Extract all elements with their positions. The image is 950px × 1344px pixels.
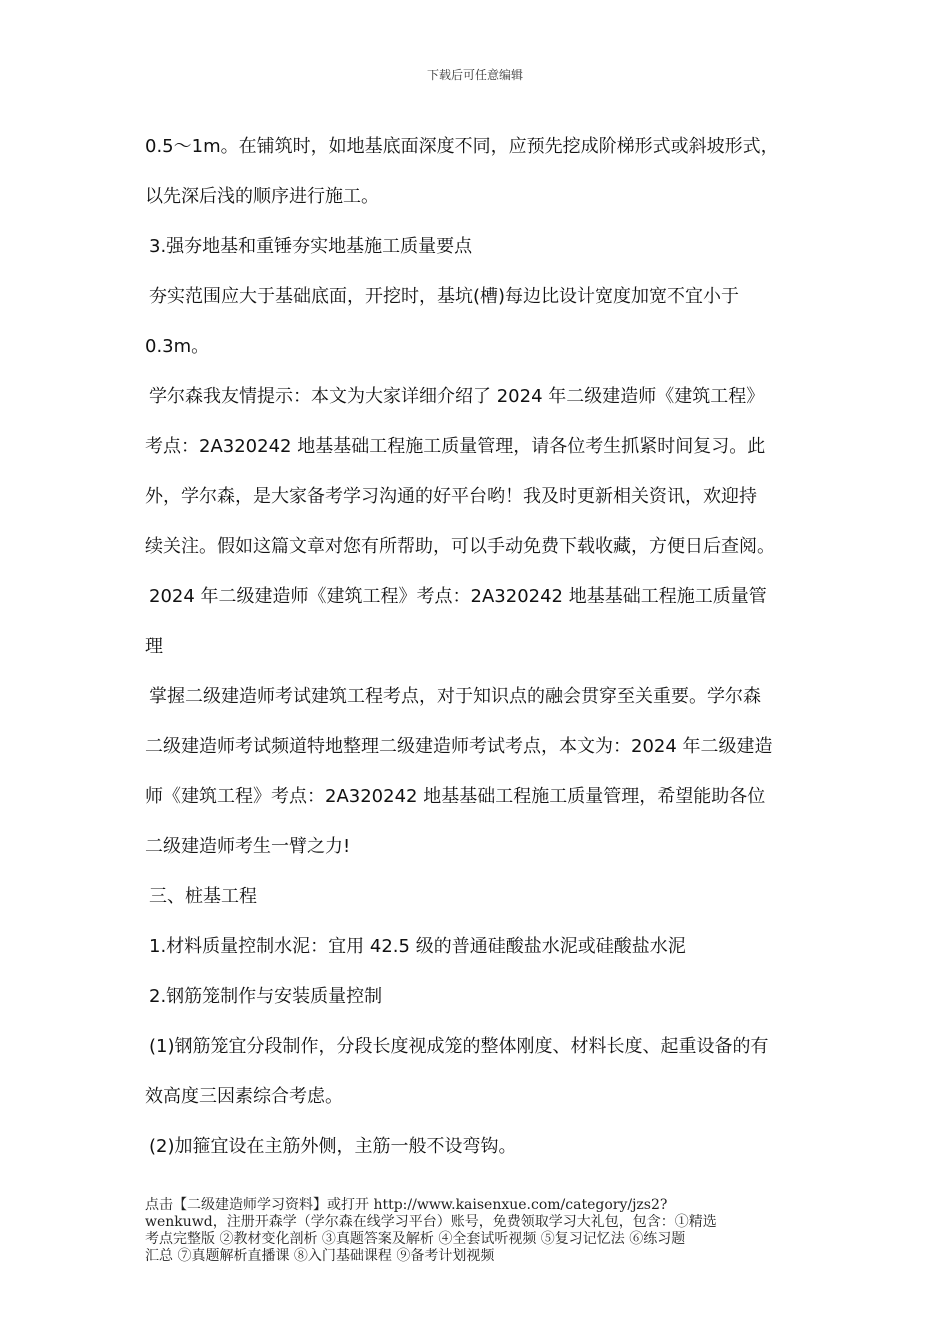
footer-line: 汇总 ⑦真题解析直播课 ⑧入门基础课程 ⑨备考计划视频 [145,1248,495,1264]
body-line: 以先深后浅的顺序进行施工。 [145,186,379,207]
body-line: 0.5～1m。在铺筑时，如地基底面深度不同，应预先挖成阶梯形式或斜坡形式， [145,136,779,157]
body-line: 理 [145,636,163,657]
footer-line: 点击【二级建造师学习资料】或打开 http://www.kaisenxue.com/category/jzs2? [145,1197,668,1213]
section-heading: 3.强夯地基和重锤夯实地基施工质量要点 [149,236,473,257]
body-line: 效高度三因素综合考虑。 [145,1086,343,1107]
body-line: 学尔森我友情提示：本文为大家详细介绍了 2024 年二级建造师《建筑工程》 [149,386,765,407]
section-heading: 2.钢筋笼制作与安装质量控制 [149,986,383,1007]
body-line: 外，学尔森，是大家备考学习沟通的好平台哟！我及时更新相关资讯，欢迎持 [145,486,757,507]
page-footer [145,1197,815,1265]
body-line: (2)加箍宜设在主筋外侧，主筋一般不设弯钩。 [149,1136,517,1157]
body-line: 2024 年二级建造师《建筑工程》考点：2A320242 地基基础工程施工质量管 [149,586,767,607]
body-line: 考点：2A320242 地基基础工程施工质量管理，请各位考生抓紧时间复习。此 [145,436,766,457]
body-line: 1.材料质量控制水泥：宜用 42.5 级的普通硅酸盐水泥或硅酸盐水泥 [149,936,686,957]
body-line: 0.3m。 [145,336,210,357]
body-line: 续关注。假如这篇文章对您有所帮助，可以手动免费下载收藏，方便日后查阅。 [145,536,775,557]
footer-line: wenkuwd，注册开森学（学尔森在线学习平台）账号，免费领取学习大礼包，包含：①精选 [145,1214,717,1230]
body-line: 夯实范围应大于基础底面，开挖时，基坑(槽)每边比设计宽度加宽不宜小于 [149,286,740,307]
page-header: 下载后可任意编辑 [426,68,523,82]
body-line: 师《建筑工程》考点：2A320242 地基基础工程施工质量管理，希望能助各位 [145,786,766,807]
body-line: 二级建造师考试频道特地整理二级建造师考试考点，本文为：2024 年二级建造 [145,736,773,757]
body-line: (1)钢筋笼宜分段制作，分段长度视成笼的整体刚度、材料长度、起重设备的有 [149,1036,769,1057]
body-line: 掌握二级建造师考试建筑工程考点，对于知识点的融会贯穿至关重要。学尔森 [149,686,761,707]
footer-line: 考点完整版 ②教材变化剖析 ③真题答案及解析 ④全套试听视频 ⑤复习记忆法 ⑥练习题 [145,1231,686,1247]
section-heading: 三、桩基工程 [149,886,257,907]
body-line: 二级建造师考生一臂之力! [145,836,351,857]
document-body [145,131,815,1181]
